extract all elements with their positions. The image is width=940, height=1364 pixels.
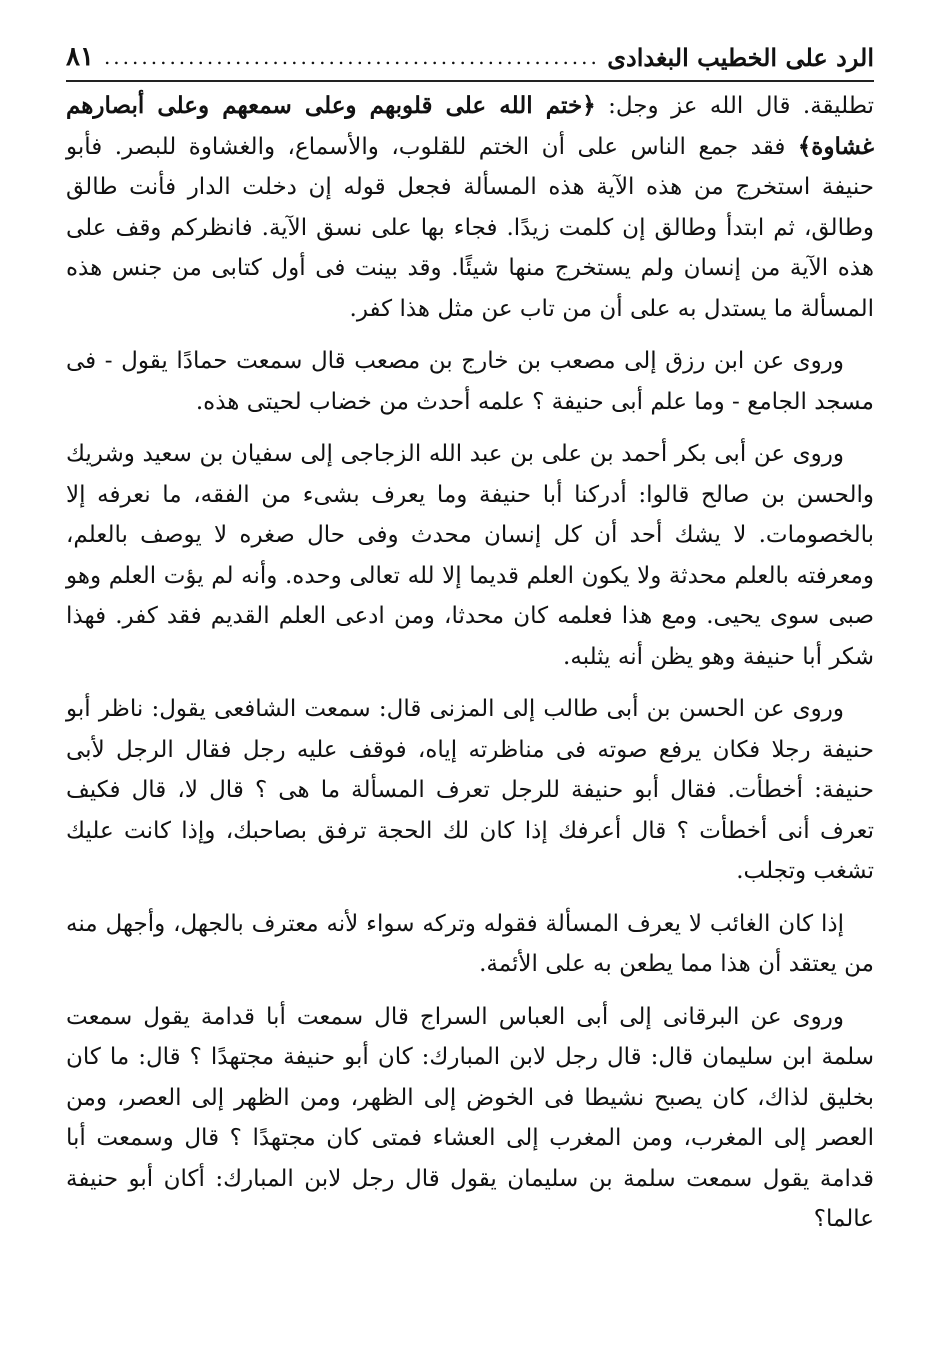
header-title: الرد على الخطيب البغدادى <box>607 42 874 72</box>
quran-verse: ﴿ختم الله على قلوبهم وعلى سمعهم وعلى أبصارهم غشاوة﴾ <box>66 92 874 160</box>
paragraph-1-rest: فقد جمع الناس على أن الختم للقلوب، والأسماع، والغشاوة للبصر. فأبو حنيفة استخرج من هذه الآية هذه المسألة فجعل قوله إن دخلت الدار فأنت طالق وطالق، ثم ابتدأ وطالق إن كلمت زيدًا. فجاء بها على نسق الآية. فانظركم وقف على هذه الآية من إنسان ولم يستخرج منها شيئًا. وقد بينت فى أول كتابى من جنس هذه المسألة ما يستدل به على أن من تاب عن مثل هذا كفر. <box>66 133 874 322</box>
paragraph-4: وروى عن الحسن بن أبى طالب إلى المزنى قال: سمعت الشافعى يقول: ناظر أبو حنيفة رجلا فكان يرفع صوته فى مناظرته إياه، فوقف عليه رجل فقال الرجل لأبى حنيفة: أخطأت. فقال أبو حنيفة للرجل تعرف المسألة ما هى ؟ قال لا، قال فكيف تعرف أنى أخطأت ؟ قال أعرفك إذا كان لك الحجة ترفق بصاحبك، وإذا كانت عليك تشغب وتجلب. <box>66 696 874 884</box>
paragraph-1 <box>66 86 874 329</box>
running-header <box>66 34 874 82</box>
paragraph-2: وروى عن ابن رزق إلى مصعب بن خارج بن مصعب قال سمعت حمادًا يقول - فى مسجد الجامع - وما علم أبى حنيفة ؟ علمه أحدث من خضاب لحيتى هذه. <box>66 348 874 415</box>
paragraph-5: إذا كان الغائب لا يعرف المسألة فقوله وتركه سواء لأنه معترف بالجهل، وأجهل منه من يعتقد أن هذا مما يطعن به على الأئمة. <box>66 910 874 977</box>
header-dot-leader <box>104 45 597 69</box>
paragraph-1-intro: تطليقة. قال الله عز وجل: <box>595 93 874 119</box>
paragraph-6: وروى عن البرقانى إلى أبى العباس السراج قال سمعت أبا قدامة يقول سمعت سلمة ابن سليمان قال: قال رجل لابن المبارك: كان أبو حنيفة مجتهدًا ؟ قال: ما كان بخليق لذاك، كان يصبح نشيطا فى الخوض إلى الظهر، ومن الظهر إلى العصر، ومن العصر إلى المغرب، ومن المغرب إلى العشاء فمتى كان مجتهدًا ؟ قال وسمعت أبا قدامة يقول سمعت سلمة بن سليمان يقول قال رجل لابن المبارك: أكان أبو حنيفة عالما؟ <box>66 1003 874 1232</box>
body-text <box>66 86 874 1252</box>
paragraph-3: وروى عن أبى بكر أحمد بن على بن عبد الله الزجاجى إلى سفيان بن سعيد وشريك والحسن بن صالح قالوا: أدركنا أبا حنيفة وما يعرف بشىء من الفقه، ما نعرفه إلا بالخصومات. لا يشك أحد أن كل إنسان محدث وفى حال صغره لا يوصف بالعلم، ومعرفته بالعلم محدثة ولا يكون العلم قديما إلا لله تعالى وحده. وأنه لم يؤت العلم وهو صبى سوى يحيى. ومع هذا فعلمه كان محدثا، ومن ادعى العلم القديم فقد كفر. فهذا شكر أبا حنيفة وهو يظن أنه يثلبه. <box>66 441 874 670</box>
page-number: ٨١ <box>66 42 94 72</box>
